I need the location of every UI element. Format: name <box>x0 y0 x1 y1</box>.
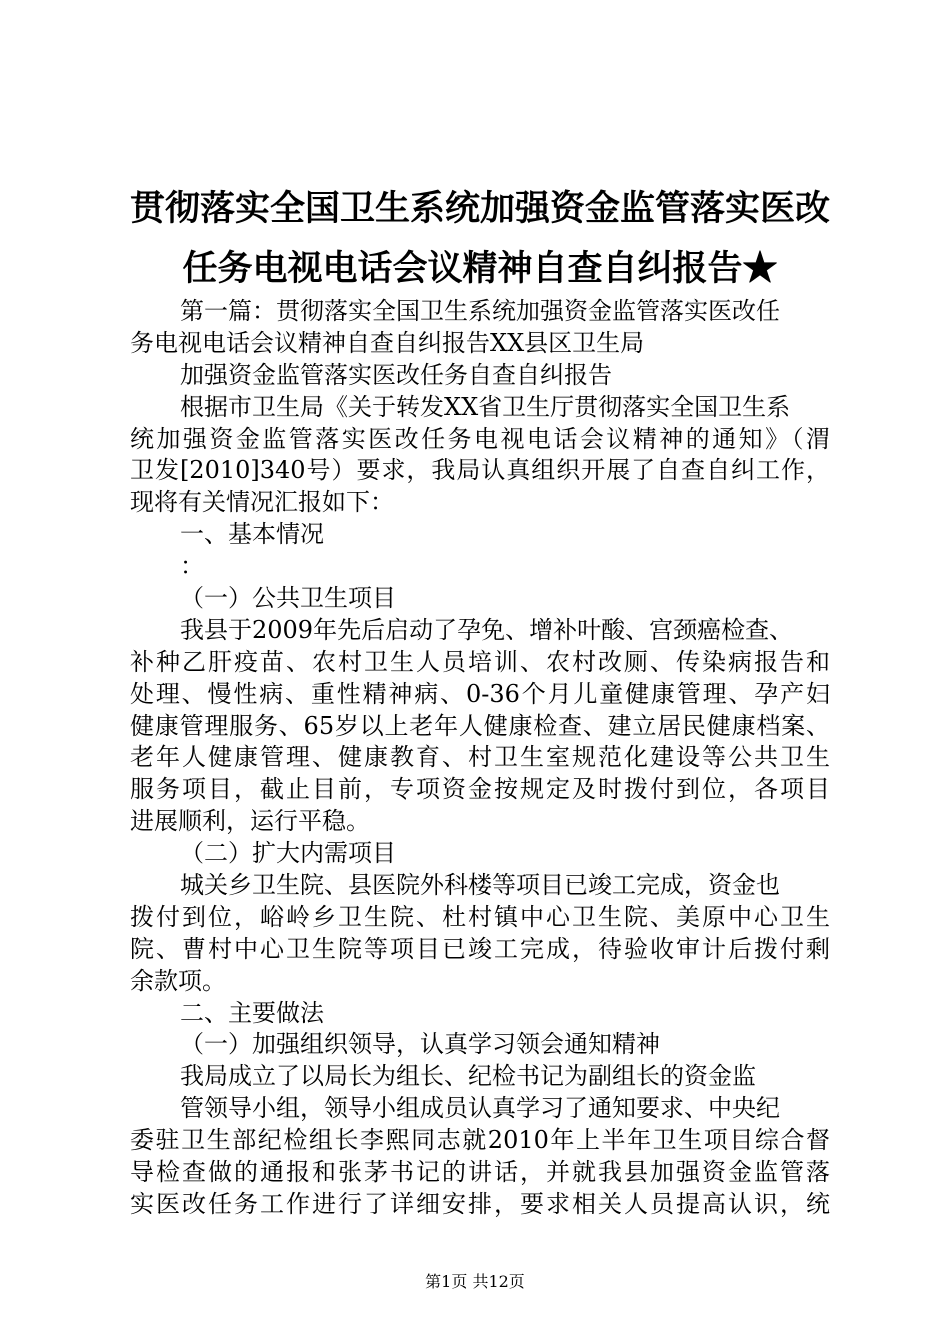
text-line: 实医改任务工作进行了详细安排，要求相关人员提高认识，统 <box>130 1189 830 1218</box>
text-line: 委驻卫生部纪检组长李熙同志就2010年上半年卫生项目综合督 <box>130 1126 830 1155</box>
text-line: 管领导小组，领导小组成员认真学习了通知要求、中央纪 <box>180 1094 780 1123</box>
text-line: 统加强资金监管落实医改任务电视电话会议精神的通知》（渭 <box>130 424 830 453</box>
text-line: ： <box>180 552 204 581</box>
section-heading: 二、主要做法 <box>180 998 324 1027</box>
text-line: 服务项目，截止目前，专项资金按规定及时拨付到位，各项目 <box>130 775 830 804</box>
text-line: 老年人健康管理、健康教育、村卫生室规范化建设等公共卫生 <box>130 743 830 772</box>
text-line: 处理、慢性病、重性精神病、0-36个月儿童健康管理、孕产妇 <box>130 679 830 708</box>
page-number-footer: 第1页 共12页 <box>425 1272 525 1291</box>
text-line: 现将有关情况汇报如下： <box>130 488 394 517</box>
text-line: 余款项。 <box>130 966 226 995</box>
text-line: 城关乡卫生院、县医院外科楼等项目已竣工完成，资金也 <box>180 871 780 900</box>
subsection-heading: （一）加强组织领导，认真学习领会通知精神 <box>180 1030 660 1059</box>
text-line: 加强资金监管落实医改任务自查自纠报告 <box>180 360 612 389</box>
text-line: 补种乙肝疫苗、农村卫生人员培训、农村改厕、传染病报告和 <box>130 647 830 676</box>
subsection-heading: （二）扩大内需项目 <box>180 839 396 868</box>
document-body <box>130 296 830 1221</box>
text-line: 我局成立了以局长为组长、纪检书记为副组长的资金监 <box>180 1062 756 1091</box>
text-line: 健康管理服务、65岁以上老年人健康检查、建立居民健康档案、 <box>130 711 830 740</box>
subsection-heading: （一）公共卫生项目 <box>180 584 396 613</box>
text-line: 第一篇：贯彻落实全国卫生系统加强资金监管落实医改任 <box>180 297 780 325</box>
text-line: 院、曹村中心卫生院等项目已竣工完成，待验收审计后拨付剩 <box>130 934 830 963</box>
text-line: 卫发[2010]340号）要求，我局认真组织开展了自查自纠工作， <box>130 456 830 485</box>
text-line: 务电视电话会议精神自查自纠报告XX县区卫生局 <box>130 328 645 357</box>
document-title-line-1: 贯彻落实全国卫生系统加强资金监管落实医改 <box>129 188 830 229</box>
text-line: 导检查做的通报和张茅书记的讲话，并就我县加强资金监管落 <box>130 1158 830 1187</box>
text-line: 进展顺利，运行平稳。 <box>130 807 370 836</box>
text-line: 根据市卫生局《关于转发XX省卫生厅贯彻落实全国卫生系 <box>180 392 791 421</box>
document-title-line-2: 任务电视电话会议精神自查自纠报告★ <box>182 248 778 289</box>
section-heading: 一、基本情况 <box>180 520 324 549</box>
text-line: 拨付到位，峪岭乡卫生院、杜村镇中心卫生院、美原中心卫生 <box>130 902 830 931</box>
text-line: 我县于2009年先后启动了孕免、增补叶酸、宫颈癌检查、 <box>180 615 794 644</box>
